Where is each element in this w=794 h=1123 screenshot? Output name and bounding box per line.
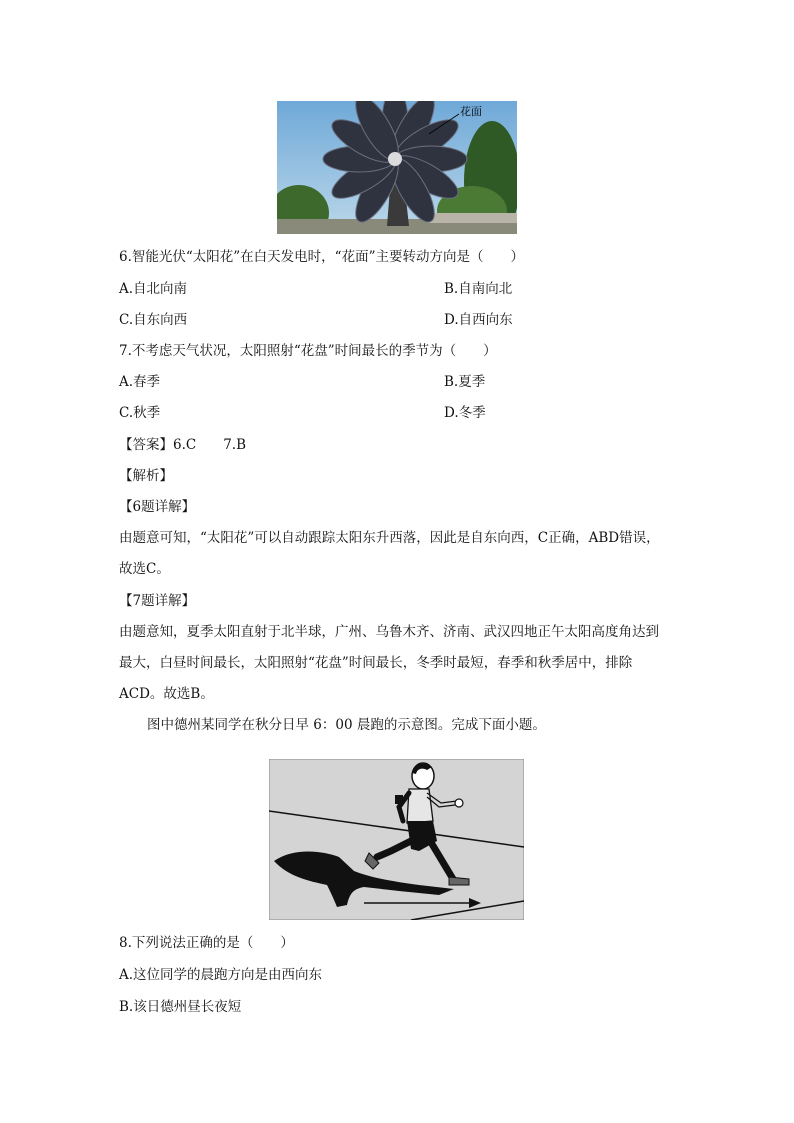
q6-option-c: C.自东向西: [119, 312, 188, 328]
q7-stem: 7.不考虑天气状况，太阳照射“花盘”时间最长的季节为（ ）: [119, 343, 497, 359]
q7-option-c: C.秋季: [119, 405, 161, 421]
q7-detail-title: 【7题详解】: [119, 593, 196, 609]
q6-option-b: B.自南向北: [444, 281, 513, 297]
q8-option-a: A.这位同学的晨跑方向是由西向东: [119, 967, 323, 983]
analysis-title: 【解析】: [119, 468, 173, 484]
q6-detail-line-2: 故选C。: [119, 561, 170, 577]
q7-detail-line-1: 由题意知，夏季太阳直射于北半球，广州、乌鲁木齐、济南、武汉四地正午太阳高度角达到: [119, 624, 659, 640]
q8-stem: 8.下列说法正确的是（ ）: [119, 935, 294, 951]
q8-option-b: B.该日德州昼长夜短: [119, 999, 242, 1015]
q7-option-a: A.春季: [119, 374, 161, 390]
answer-line: 【答案】6.C 7.B: [119, 437, 247, 453]
q7-option-b: B.夏季: [444, 374, 486, 390]
q7-option-d: D.冬季: [444, 405, 486, 421]
q6-option-a: A.自北向南: [119, 281, 188, 297]
morning-run-diagram: [269, 759, 524, 920]
solar-flower-illustration: [277, 101, 517, 234]
group-intro: 图中德州某同学在秋分日早 6：00 晨跑的示意图。完成下面小题。: [147, 717, 546, 733]
q6-option-d: D.自西向东: [444, 312, 513, 328]
solar-flower-photo: [277, 101, 517, 234]
q6-stem: 6.智能光伏“太阳花”在白天发电时，“花面”主要转动方向是（ ）: [119, 249, 524, 265]
q7-detail-line-2: 最大，白昼时间最长，太阳照射“花盘”时间最长，冬季时最短，春季和秋季居中，排除: [119, 655, 633, 671]
q6-detail-line-1: 由题意可知，“太阳花”可以自动跟踪太阳东升西落，因此是自东向西，C正确，ABD错误，: [119, 530, 660, 546]
flower-surface-label: 花面: [460, 105, 482, 118]
runner-illustration: [269, 759, 524, 920]
q6-detail-title: 【6题详解】: [119, 499, 196, 515]
q7-detail-line-3: ACD。故选B。: [119, 686, 214, 702]
